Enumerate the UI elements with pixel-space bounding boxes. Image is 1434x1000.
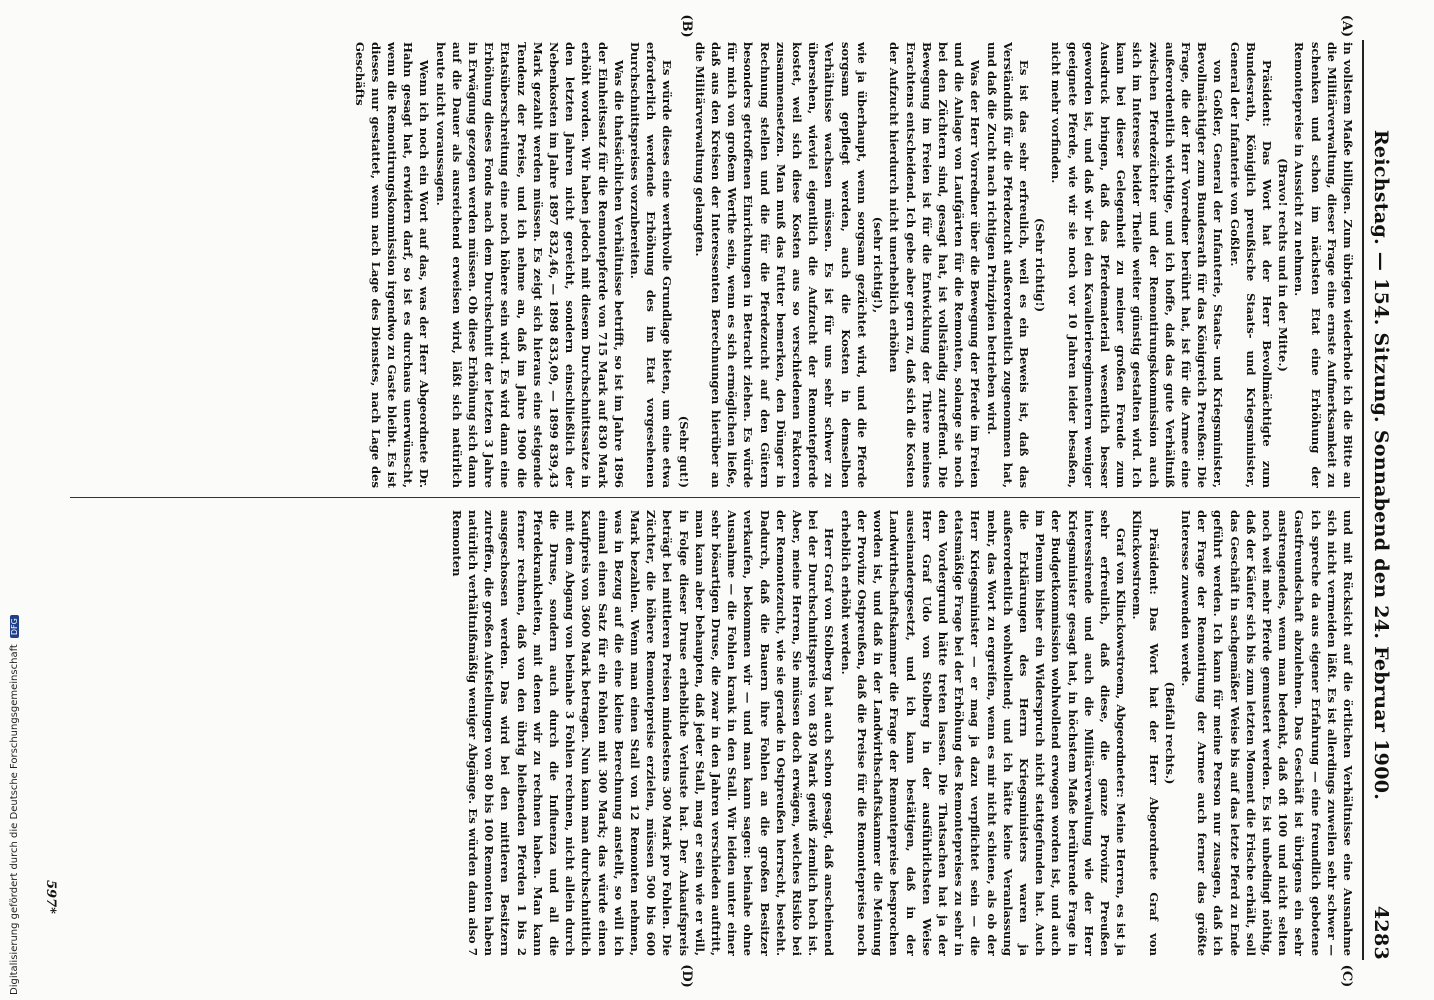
paragraph: Es ist das sehr erfreulich, weil es ein Beweis ist, daß das Verständniß für die Pferdezucht außerordentlich zugenommen hat, und daß die Zucht nach richtigen Prinzipien betrieben wird. (984, 42, 1031, 488)
paragraph: (Sehr gut!) (676, 415, 691, 488)
paragraph: Was der Herr Vorredner über die Bewegung der Pferde im Freien und die Anlage von Laufgärten für die Remonten, solange sie noch bei den Züchtern sind, gesagt hat, ist vollständig zutreffend. Die Bewegung im Freien ist für die Entwicklung der Thiere meines Erachtens entscheidend. Ich gebe aber gern zu, daß sich die Kosten der Aufzucht hierdurch nicht unerheblich erhöhen (887, 42, 983, 488)
paragraph: von Goßler, General der Infanterie, Staats- und Kriegsminister, Bevollmächtigter zum Bundesrath für das Königreich Preußen: Die Frage, die der Herr Vorredner berührt hat, ist für die Armee eine außerordentlich wichtige, und ich hoffe, daß das gute Verhältniß zwischen Pferdezüchter und der Remontirungskommission auch sich im Interesse beider Theile weiter günstig gestalten wird. Ich kann bei dieser Gelegenheit zu meiner großen Freude zum Ausdruck bringen, daß das Pferdematerial wesentlich besser geworden ist, und daß wir bei den Kavallerieregimentern weniger geeignete Pferde, wie wir sie noch vor 10 Jahren leider besaßen, nicht mehr vorfinden. (1049, 42, 1226, 488)
margin-label-c: (C) (1339, 964, 1354, 988)
paragraph: (sehr richtig!), (871, 216, 886, 314)
signature-mark: 597* (43, 880, 58, 914)
header-rule (1362, 40, 1364, 960)
paragraph: Wenn ich noch ein Wort auf das, was der Herr Abgeordnete Dr. Hahn gesagt hat, erwidern darf, so ist es durchaus unerwünscht, wenn die Remontirungskommission irgendwo zu Gaste bleibt. Es ist dieses nur gestattet, wenn nach Lage des Dienstes, nach Lage des Geschäfts (352, 42, 432, 488)
paragraph: (Beifall rechts.) (1162, 681, 1177, 785)
paragraph: und mit Rücksicht auf die örtlichen Verhältnisse eine Ausnahme sich nicht vermeiden läßt. Es ist allerdings zuweilen sehr schwer — ich spreche da aus eigener Erfahrung — eine freundlich gebotene Gastfreundschaft abzulehnen. Das Geschäft ist übrigens ein sehr anstrengendes, wenn man bedenkt, daß oft 100 und nicht selten noch weit mehr Pferde gemustert werden. Es ist unbedingt nöthig, daß der Käufer sich bis zum letzten Moment die Frische erhält, soll das Geschäft in sachgemäßer Weise bis auf das letzte Pferd zu Ende geführt werden. Ich kann für meine Person nur zusagen, daß ich der Frage der Remontirung der Armee auch ferner das größte Interesse zuwenden werde. (1178, 510, 1355, 956)
header-title: Reichstag. — 154. Sitzung. Sonnabend den 24. Februar 1900. (1370, 129, 1392, 801)
digitization-credit (8, 5, 20, 995)
margin-label-b: (B) (679, 14, 694, 38)
paragraph: wie ja überhaupt, wenn sorgsam gezüchtet wird, und die Pferde sorgsam gepflegt werden, auch die Kosten in demselben Verhältnisse wachsen müssen. Es ist für uns sehr schwer zu übersehen, wieviel eigentlich die Aufzucht der Remontepferde kostet, weil sich diese Kosten aus so verschiedenen Faktoren zusammensetzen. Man muß das Futter bemerken, den Dünger in Rechnung stellen und die für die Pferdezucht auf den Gütern besonders getroffenen Einrichtungen in Betracht ziehen. Es würde für mich von großem Werthe sein, wenn es sich ermöglichen ließe, daß aus den Kreisen der Interessenten Berechnungen hierüber an die Militärverwaltung gelangten. (692, 42, 869, 488)
credit-text: Digitalisierung gefördert durch die Deutsche Forschungsgemeinschaft (8, 644, 20, 995)
left-column (56, 42, 1356, 488)
paragraph: Präsident: Das Wort hat der Herr Bevollmächtigte zum Bundesrath, Königlich preußische Staats- und Kriegsminister, General der Infanterie von Goßler. (1227, 42, 1274, 488)
dfg-logo: DFG (10, 615, 19, 638)
right-column (56, 510, 1356, 956)
paragraph: Was die thatsächlichen Verhältnisse betrifft, so ist im Jahre 1896 der Einheitssatz für die Remontepferde von 715 Mark auf 830 Mark erhöht worden. Wir haben jedoch mit diesem Durchschnittssatze in den letzten Jahren nicht gereicht, sondern einschließlich der Nebenkosten im Jahre 1897 832,46, — 1898 833,09, — 1899 839,43 Mark gezahlt werden müssen. Es zeigt sich hieraus eine steigende Tendenz der Preise, und ich nehme an, daß im Jahre 1900 die Etatsüberschreitung eine noch höhere sein wird. Es wird dann eine Erhöhung dieses Fonds nach dem Durchschnitt der letzten 3 Jahre in Erwägung gezogen werden müssen. Ob diese Erhöhung sich dann auf die Dauer als ausreichend erweisen wird, läßt sich natürlich heute nicht voraussagen. (433, 42, 626, 488)
paragraph: Herr Graf von Stolberg hat auch schon gesagt, daß anscheinend bei der Durchschnittspreis von 830 Mark gewiß ziemlich hoch ist. Aber, meine Herren, Sie müssen doch erwägen, welches Risiko bei der Remontezucht, wie sie gerade in Ostpreußen herrscht, besteht. Dadurch, daß die Bauern ihre Fohlen an die großen Besitzer verkaufen, bekommen wir — und man kann sagen: beinahe ohne Ausnahme — die Fohlen krank in den Stall. Wir leiden unter einer sehr bösartigen Druse, die zwar in den Jahren verschieden auftritt, man kann aber behaupten, daß jeder Stall, mag er sein wie er will, in Folge dieser Druse erhebliche Verluste hat. Der Ankaufspreis beträgt bei mittleren Preisen mindestens 300 Mark pro Fohlen. Die Züchter, die höhere Remontepreise erzielen, müssen 500 bis 600 Mark bezahlen. Wenn man einen Stall von 12 Remonten nehmen, was in Bezug auf die eine kleine Berechnung anstellt, so will ich einmal einen Satz für ein Fohlen mit 300 Mark; das würde einen Kaufpreis von 3600 Mark betragen. Nun kann man durchschnittlich mit dem Abgang von beinahe 3 Fohlen rechnen, nicht allein durch die Druse, sondern auch durch die Influenza und all die Pferdekrankheiten, mit denen wir zu rechnen haben. Man kann ferner rechnen, daß von den übrig bleibenden Pferden 1 bis 2 ausgeschossen werden. Das wird bei den mittleren Besitzern zutreffen, die großen Aufstellungen von 80 bis 100 Remonten haben natürlich verhältnißmäßig weniger Abgänge. Es würden dann also 7 Remonten (449, 510, 837, 956)
column-divider (70, 497, 1360, 498)
paragraph: in vollstem Maße billigen. Zum übrigen wiederhole ich die Bitte an die Militärverwaltung, dieser Frage eine ernste Aufmerksamkeit zu schenken und schon im nächsten Etat eine Erhöhung der Remontepreise in Aussicht zu nehmen. (1292, 42, 1355, 488)
page-header (1368, 40, 1394, 960)
paragraph: Es würde dieses eine werthvolle Grundlage bieten, um eine etwa erforderlich werdende Erhöhung des im Etat vorgesehenen Durchschnittspreises vorzubereiten. (628, 42, 675, 488)
margin-label-a: (A) (1339, 14, 1354, 38)
page-number: 4283 (1370, 905, 1392, 960)
paragraph: Graf von Klinckowstroem, Abgeordneter: Meine Herren, es ist ja sehr erfreulich, daß diese, die ganze Provinz Preußen interessirende und auch die Militärverwaltung wie der Herr Kriegsminister gesagt hat, in höchstem Maße berührende Frage in der Budgetkommission wohlwollend erwogen worden ist, und auch im Plenum bisher ein Widerspruch nicht stattgefunden hat. Auch die Erklärungen des Herrn Kriegsministers waren ja außerordentlich wohlwollend; und ich hätte keine Veranlassung mehr, das Wort zu ergreifen, wenn es mir nicht schiene, als ob der Herr Kriegsminister — er mag ja dazu verpflichtet sein — die etatsmäßige Frage bei der Erhöhung des Remontepreises zu sehr in den Vordergrund hätte treten lassen. Die Thatsachen hat ja der Herr Graf Udo von Stolberg in der ausführlichsten Weise auseinandergesetzt, und ich kann bestätigen, daß in der Landwirthschaftskammer die Frage der Remontepreise besprochen worden ist, und daß in der Landwirthschaftskammer die Meinung der Provinz Ostpreußen, daß die Preise für die Remontepreise noch erheblich erhöht werden. (838, 510, 1129, 956)
paragraph: (Bravo! rechts und in der Mitte.) (1276, 158, 1291, 372)
paragraph: Präsident: Das Wort hat der Herr Abgeordnete Graf von Klinckowstroem. (1130, 510, 1161, 956)
margin-label-d: (D) (679, 964, 694, 988)
paragraph: (Sehr richtig!) (1033, 217, 1048, 313)
